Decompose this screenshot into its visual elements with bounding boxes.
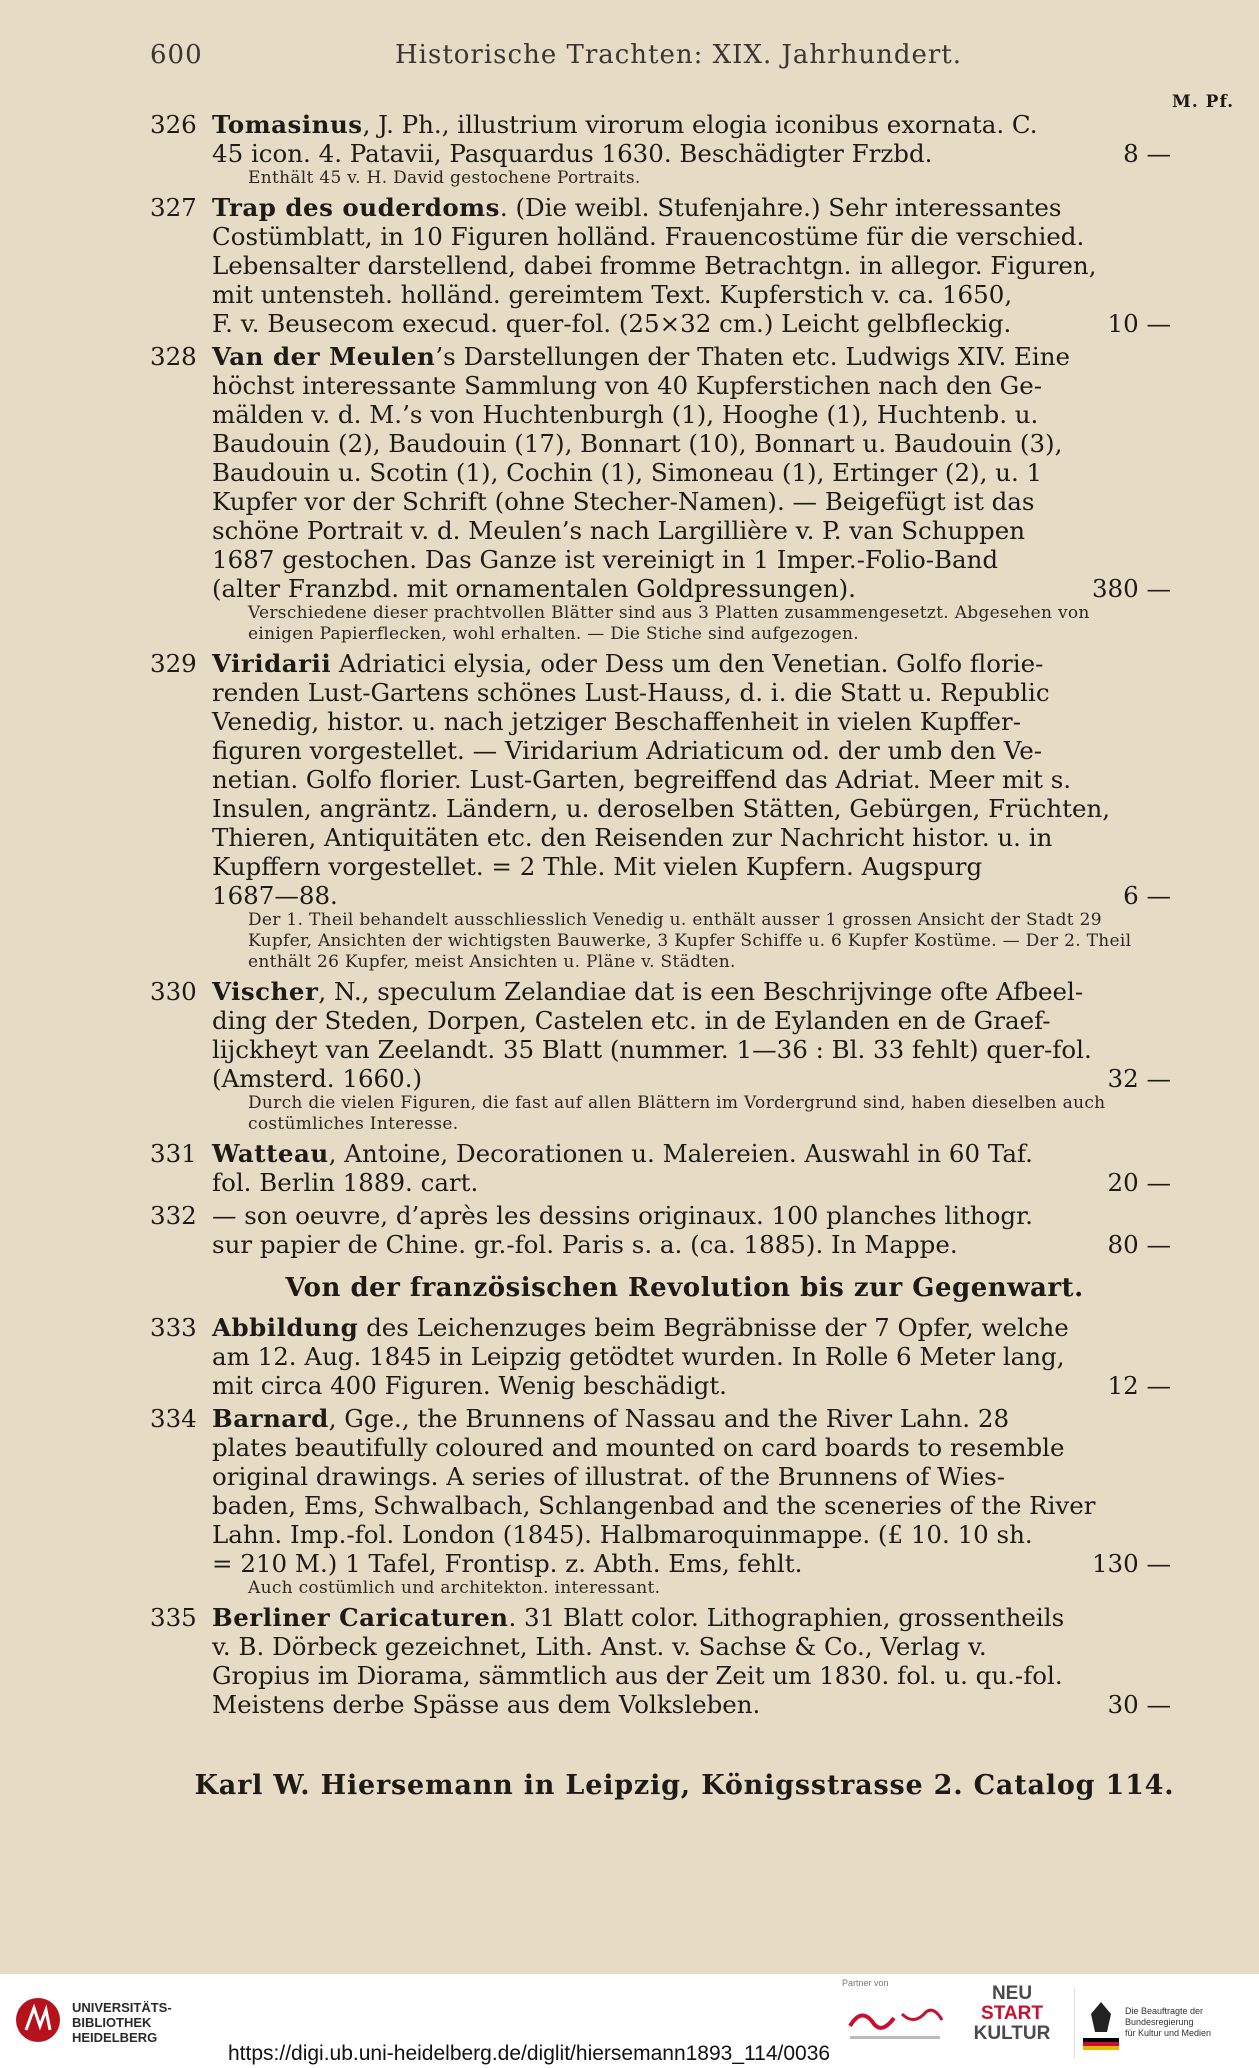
entry-price: 380 — <box>1091 574 1171 603</box>
entry-text <box>212 1230 958 1259</box>
entry-description: , Antoine, Decorationen u. Malereien. Auswahl in 60 Taf. <box>328 1139 1033 1168</box>
entry-line <box>0 881 1259 910</box>
bkm-logo <box>1074 1988 1251 2058</box>
entry-text <box>212 1371 727 1400</box>
entry-text <box>212 1520 1033 1549</box>
entry-text <box>212 1549 802 1578</box>
entry-description: fol. Berlin 1889. cart. <box>212 1168 479 1197</box>
catalog-entry <box>0 1313 1259 1400</box>
entry-text <box>212 251 1096 280</box>
entry-line <box>0 852 1259 881</box>
entry-number: 331 <box>150 1139 197 1168</box>
entry-line <box>0 736 1259 765</box>
entry-number: 335 <box>150 1603 197 1632</box>
entry-description: höchst interessante Sammlung von 40 Kupferstichen nach den Ge- <box>212 371 1043 400</box>
entry-line <box>0 1006 1259 1035</box>
entry-description: 45 icon. 4. Patavii, Pasquardus 1630. Beschädigter Frzbd. <box>212 139 933 168</box>
entry-description: renden Lust-Gartens schönes Lust-Hauss, d. i. die Statt u. Republic <box>212 678 1050 707</box>
entry-line <box>0 545 1259 574</box>
entry-description: am 12. Aug. 1845 in Leipzig getödtet wurden. In Rolle 6 Meter lang, <box>212 1342 1065 1371</box>
entry-description: (Amsterd. 1660.) <box>212 1064 423 1093</box>
entry-description: baden, Ems, Schwalbach, Schlangenbad and the sceneries of the River <box>212 1491 1096 1520</box>
entry-text <box>212 1035 1092 1064</box>
entry-line <box>0 1201 1259 1230</box>
entry-text <box>212 1603 1064 1632</box>
entry-text <box>212 193 1061 222</box>
page-number: 600 <box>150 40 203 70</box>
entry-line <box>0 1139 1259 1168</box>
entry-description: . (Die weibl. Stufenjahre.) Sehr interessantes <box>499 193 1062 222</box>
university-line-3: HEIDELBERG <box>72 2030 158 2045</box>
entry-line <box>0 1661 1259 1690</box>
university-line-2: BIBLIOTHEK <box>72 2015 152 2030</box>
entry-line <box>0 823 1259 852</box>
entry-number: 334 <box>150 1404 197 1433</box>
entry-description: Adriatici elysia, oder Dess um den Venetian. Golfo florie- <box>331 649 1044 678</box>
entry-description: Meistens derbe Spässe aus dem Volksleben. <box>212 1690 761 1719</box>
entry-line <box>0 1313 1259 1342</box>
entry-description: 1687 gestochen. Das Ganze ist vereinigt in 1 Imper.-Folio-Band <box>212 545 999 574</box>
currency-column-header: M. Pf. <box>1172 92 1235 112</box>
entry-description: — son oeuvre, d’après les dessins originaux. 100 planches lithogr. <box>212 1201 1033 1230</box>
entry-author: Vischer <box>212 977 319 1006</box>
entry-line <box>0 1632 1259 1661</box>
entry-text <box>212 222 1084 251</box>
entry-text <box>212 736 1042 765</box>
entry-line <box>0 1520 1259 1549</box>
entry-text <box>212 881 338 910</box>
entry-line <box>0 1035 1259 1064</box>
entry-price: 20 — <box>1107 1168 1171 1197</box>
bkm-label <box>1125 2006 1251 2039</box>
entry-text <box>212 400 1038 429</box>
entry-number: 328 <box>150 342 197 371</box>
entry-text <box>212 1433 1065 1462</box>
entry-description: v. B. Dörbeck gezeichnet, Lith. Anst. v. Sachse & Co., Verlag v. <box>212 1632 987 1661</box>
entry-text <box>212 429 1062 458</box>
bkm-line-1: Die Beauftragte der Bundesregierung <box>1125 2006 1204 2027</box>
entry-price: 12 — <box>1107 1371 1171 1400</box>
entry-description: , J. Ph., illustrium virorum elogia iconibus exornata. C. <box>362 110 1038 139</box>
entry-author: Tomasinus <box>212 110 363 139</box>
entry-text <box>212 545 998 574</box>
entry-text <box>212 516 1025 545</box>
entry-line <box>0 977 1259 1006</box>
entry-description: Thieren, Antiquitäten etc. den Reisenden zur Nachricht histor. u. in <box>212 823 1053 852</box>
entry-description: Costümblatt, in 10 Figuren holländ. Frauencostüme für die verschied. <box>212 222 1085 251</box>
entry-line <box>0 487 1259 516</box>
entry-number: 329 <box>150 649 197 678</box>
entry-description: original drawings. A series of illustrat. of the Brunnens of Wies- <box>212 1462 1006 1491</box>
entry-description: figuren vorgestellet. — Viridarium Adriaticum od. der umb den Ve- <box>212 736 1043 765</box>
entry-description: , Gge., the Brunnens of Nassau and the River Lahn. 28 <box>328 1404 1010 1433</box>
entry-description: Insulen, angräntz. Ländern, u. deroselben Stätten, Gebürgen, Früchten, <box>212 794 1111 823</box>
entry-note: Durch die vielen Figuren, die fast auf allen Blättern im Vordergrund sind, haben dieselben auch costümliches Interesse. <box>248 1093 1106 1134</box>
entry-description: Venedig, histor. u. nach jetziger Beschaffenheit in vielen Kupffer- <box>212 707 1021 736</box>
entry-description: F. v. Beusecom execud. quer-fol. (25×32 cm.) Leicht gelbfleckig. <box>212 309 1012 338</box>
entry-line <box>0 110 1259 139</box>
university-library-label <box>72 2000 172 2045</box>
entry-description: Baudouin u. Scotin (1), Cochin (1), Simoneau (1), Ertinger (2), u. 1 <box>212 458 1043 487</box>
entry-description: netian. Golfo florier. Lust-Garten, begreiffend das Adriat. Meer mit s. <box>212 765 1072 794</box>
entry-line <box>0 222 1259 251</box>
entry-number: 332 <box>150 1201 197 1230</box>
entry-author: Abbildung <box>212 1313 359 1342</box>
entry-author: Van der Meulen <box>212 342 436 371</box>
entry-text <box>212 487 1034 516</box>
catalog-entry <box>0 110 1259 189</box>
entry-price: 80 — <box>1107 1230 1171 1259</box>
entry-line <box>0 649 1259 678</box>
partner-logo-icon <box>842 1996 952 2044</box>
entry-text <box>212 1139 1033 1168</box>
entry-author: Berliner Caricaturen <box>212 1603 509 1632</box>
entry-description: . 31 Blatt color. Lithographien, grossentheils <box>508 1603 1065 1632</box>
entry-description: schöne Portrait v. d. Meulen’s nach Largillière v. P. van Schuppen <box>212 516 1025 545</box>
entry-text <box>212 458 1042 487</box>
entry-text <box>212 1168 478 1197</box>
entry-line <box>0 1404 1259 1433</box>
entry-line <box>0 139 1259 168</box>
entry-text <box>212 371 1042 400</box>
entry-line <box>0 1603 1259 1632</box>
neustart-line-2: START <box>981 2003 1043 2024</box>
entry-price: 8 — <box>1123 139 1171 168</box>
entry-line <box>0 1690 1259 1719</box>
section-heading: Von der französischen Revolution bis zur Gegenwart. <box>285 1273 1084 1303</box>
entry-line <box>0 251 1259 280</box>
catalog-entry <box>0 649 1259 973</box>
entry-description: = 210 M.) 1 Tafel, Frontisp. z. Abth. Ems, fehlt. <box>212 1549 803 1578</box>
entry-number: 327 <box>150 193 197 222</box>
entry-description: mit untensteh. holländ. gereimtem Text. Kupferstich v. ca. 1650, <box>212 280 1013 309</box>
entry-text <box>212 1462 1005 1491</box>
entry-author: Trap des ouderdoms <box>212 193 500 222</box>
entry-text <box>212 309 1011 338</box>
catalog-entry <box>0 193 1259 338</box>
entry-description: ding der Steden, Dorpen, Castelen etc. in de Eylanden en de Graef- <box>212 1006 1051 1035</box>
entry-text <box>212 110 1038 139</box>
entry-number: 326 <box>150 110 197 139</box>
permalink-url[interactable]: https://digi.ub.uni-heidelberg.de/diglit/hiersemann1893_114/0036 <box>228 2042 831 2065</box>
entry-description: sur papier de Chine. gr.-fol. Paris s. a. (ca. 1885). In Mappe. <box>212 1230 958 1259</box>
entry-line <box>0 707 1259 736</box>
entry-description: Lahn. Imp.-fol. London (1845). Halbmaroquinmappe. (£ 10. 10 sh. <box>212 1520 1033 1549</box>
entry-description: (alter Franzbd. mit ornamentalen Goldpressungen). <box>212 574 856 603</box>
entry-description: , N., speculum Zelandiae dat is een Beschrijvinge ofte Afbeel- <box>318 977 1084 1006</box>
entry-text <box>212 1313 1069 1342</box>
entry-text <box>212 794 1110 823</box>
entry-line <box>0 280 1259 309</box>
entry-author: Barnard <box>212 1404 329 1433</box>
entry-description: ’s Darstellungen der Thaten etc. Ludwigs XIV. Eine <box>435 342 1071 371</box>
entry-line <box>0 516 1259 545</box>
entry-author: Viridarii <box>212 649 332 678</box>
entry-description: des Leichenzuges beim Begräbnisse der 7 Opfer, welche <box>358 1313 1069 1342</box>
entry-text <box>212 342 1070 371</box>
entry-description: plates beautifully coloured and mounted on card boards to resemble <box>212 1433 1065 1462</box>
university-line-1: UNIVERSITÄTS- <box>72 2000 172 2015</box>
running-title: Historische Trachten: XIX. Jahrhundert. <box>395 40 962 70</box>
catalog-footer <box>0 1770 1259 1801</box>
entry-line <box>0 1230 1259 1259</box>
entry-line <box>0 1491 1259 1520</box>
entry-text <box>212 678 1050 707</box>
entry-line <box>0 1064 1259 1093</box>
entry-text <box>212 1064 422 1093</box>
entry-description: Lebensalter darstellend, dabei fromme Betrachtgn. in allegor. Figuren, <box>212 251 1097 280</box>
entry-price: 10 — <box>1107 309 1171 338</box>
entry-text <box>212 852 982 881</box>
entry-line <box>0 193 1259 222</box>
entry-text <box>212 1404 1009 1433</box>
neustart-kultur-logo <box>962 1984 1062 2044</box>
entry-line <box>0 371 1259 400</box>
catalog-entry <box>0 342 1259 645</box>
entry-line <box>0 1433 1259 1462</box>
entry-price: 30 — <box>1107 1690 1171 1719</box>
catalog-entry <box>0 1603 1259 1719</box>
bkm-line-2: für Kultur und Medien <box>1125 2028 1212 2038</box>
federal-eagle-icon <box>1081 1994 1121 2054</box>
entry-text <box>212 649 1043 678</box>
entry-description: mälden v. d. M.’s von Huchtenburgh (1), Hooghe (1), Huchtenb. u. <box>212 400 1039 429</box>
entry-line <box>0 765 1259 794</box>
entry-note: Verschiedene dieser prachtvollen Blätter sind aus 3 Platten zusammengesetzt. Abgesehen von einigen Papierflecken, wohl erhalten. — Die Stiche sind aufgezogen. <box>248 603 1090 644</box>
entry-number: 333 <box>150 1313 197 1342</box>
entry-line <box>0 678 1259 707</box>
university-seal-icon <box>14 1996 62 2044</box>
entry-description: Gropius im Diorama, sämmtlich aus der Zeit um 1830. fol. u. qu.-fol. <box>212 1661 1063 1690</box>
entry-text <box>212 574 856 603</box>
entry-line <box>0 400 1259 429</box>
entry-text <box>212 707 1021 736</box>
entry-text <box>212 1006 1051 1035</box>
entry-description: mit circa 400 Figuren. Wenig beschädigt. <box>212 1371 727 1400</box>
entry-description: Kupffern vorgestellet. = 2 Thle. Mit vielen Kupfern. Augspurg <box>212 852 983 881</box>
entry-text <box>212 823 1052 852</box>
entry-note: Auch costümlich und architekton. interessant. <box>248 1578 661 1598</box>
entry-text <box>212 1201 1033 1230</box>
entry-line <box>0 1462 1259 1491</box>
entry-description: lijckheyt van Zeelandt. 35 Blatt (nummer. 1—36 : Bl. 33 fehlt) quer-fol. <box>212 1035 1092 1064</box>
entry-text <box>212 1632 987 1661</box>
entry-number: 330 <box>150 977 197 1006</box>
entry-author: Watteau <box>212 1139 329 1168</box>
entry-text <box>212 1491 1095 1520</box>
entry-text <box>212 977 1083 1006</box>
entry-line <box>0 1342 1259 1371</box>
catalog-entry <box>0 977 1259 1135</box>
entry-line <box>0 574 1259 603</box>
entry-description: Baudouin (2), Baudouin (17), Bonnart (10), Bonnart u. Baudouin (3), <box>212 429 1063 458</box>
entry-line <box>0 794 1259 823</box>
entry-text <box>212 280 1012 309</box>
neustart-line-1: NEU <box>991 1983 1033 2004</box>
entry-text <box>212 139 932 168</box>
entry-line <box>0 342 1259 371</box>
entry-line <box>0 458 1259 487</box>
entry-line <box>0 429 1259 458</box>
entry-description: 1687—88. <box>212 881 338 910</box>
partner-label: Partner von <box>842 1978 889 1988</box>
entry-text <box>212 1661 1063 1690</box>
entry-text <box>212 765 1071 794</box>
entry-note: Der 1. Theil behandelt ausschliesslich Venedig u. enthält ausser 1 grossen Ansicht der Stadt 29 Kupfer, Ansichten der wichtigsten Bauwerke, 3 Kupfer Schiffe u. 6 Kupfer Kostüme. — Der 2. Theil enthält 26 Kupfer, meist Ansichten u. Pläne v. Städten. <box>248 910 1132 972</box>
entry-note: Enthält 45 v. H. David gestochene Portraits. <box>248 168 641 188</box>
catalog-entry <box>0 1201 1259 1259</box>
neustart-line-3: KULTUR <box>973 2023 1051 2044</box>
catalog-footer-text: Karl W. Hiersemann in Leipzig, Königsstrasse 2. Catalog 114. <box>194 1770 1175 1801</box>
entry-price: 32 — <box>1107 1064 1171 1093</box>
entry-line <box>0 1168 1259 1197</box>
entry-line <box>0 1371 1259 1400</box>
catalog-entry <box>0 1139 1259 1197</box>
catalog-entries <box>0 110 1259 1723</box>
entry-line <box>0 309 1259 338</box>
entry-price: 6 — <box>1123 881 1171 910</box>
entry-text <box>212 1342 1065 1371</box>
entry-description: Kupfer vor der Schrift (ohne Stecher-Namen). — Beigefügt ist das <box>212 487 1035 516</box>
catalog-entry <box>0 1404 1259 1599</box>
entry-text <box>212 1690 760 1719</box>
entry-price: 130 — <box>1091 1549 1171 1578</box>
entry-line <box>0 1549 1259 1578</box>
